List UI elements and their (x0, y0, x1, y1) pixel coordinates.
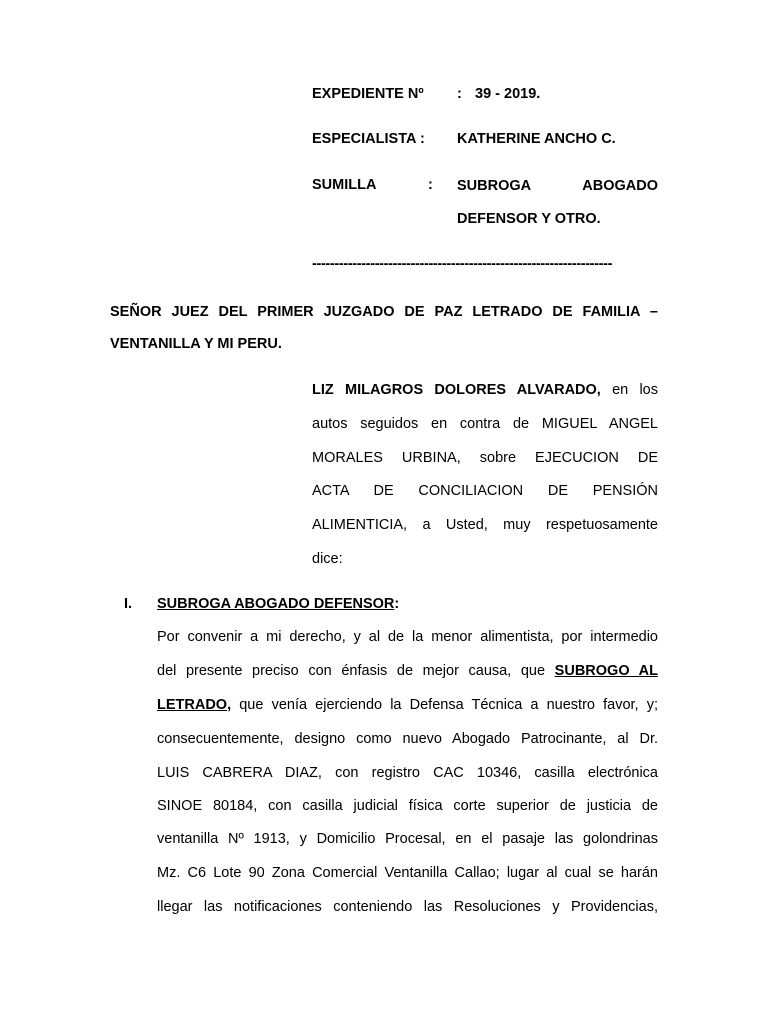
section-title-colon: : (394, 596, 400, 612)
section1-line7: ventanilla Nº 1913, y Domicilio Procesal, en el pasaje las golondrinas (157, 831, 658, 847)
sumilla-value-line1: SUBROGA ABOGADO (457, 178, 658, 194)
sumilla-value-line2: DEFENSOR Y OTRO. (457, 211, 601, 227)
addressee-line1: SEÑOR JUEZ DEL PRIMER JUZGADO DE PAZ LETRADO DE FAMILIA – (110, 304, 658, 320)
section-title-text: SUBROGA ABOGADO DEFENSOR (157, 596, 395, 612)
section1-line3 (157, 696, 658, 714)
expediente-value: 39 - 2019. (475, 86, 541, 102)
addressee-line2: VENTANILLA Y MI PERU. (110, 336, 282, 352)
section1-line1: Por convenir a mi derecho, y al de la menor alimentista, por intermedio (157, 629, 658, 645)
expediente-label: EXPEDIENTE Nº (312, 86, 424, 102)
intro-line1-rest: en los (600, 382, 658, 398)
section1-line2 (157, 662, 658, 680)
section1-line9: llegar las notificaciones conteniendo las Resoluciones y Providencias, (157, 899, 658, 915)
subrogo-emphasis: SUBROGO AL (554, 663, 658, 679)
sumilla-colon: : (428, 177, 433, 193)
intro-line4: ACTA DE CONCILIACION DE PENSIÓN (312, 483, 658, 499)
intro-line1 (312, 381, 658, 399)
section1-line5: LUIS CABRERA DIAZ, con registro CAC 10346, casilla electrónica (157, 765, 658, 781)
section1-line3-text: que venía ejerciendo la Defensa Técnica a nuestro favor, y; (231, 697, 658, 713)
especialista-value: KATHERINE ANCHO C. (457, 131, 616, 147)
separator-line: ------------------------------------------------------------------- (312, 256, 613, 272)
intro-line6: dice: (312, 551, 343, 567)
section1-line2-text: del presente preciso con énfasis de mejor causa, que (157, 663, 555, 679)
letrado-emphasis: LETRADO, (157, 697, 232, 713)
section-title (157, 596, 399, 612)
expediente-colon: : (457, 86, 462, 102)
section1-line8: Mz. C6 Lote 90 Zona Comercial Ventanilla Callao; lugar al cual se harán (157, 865, 658, 881)
intro-line5: ALIMENTICIA, a Usted, muy respetuosamente (312, 517, 658, 533)
especialista-label: ESPECIALISTA : (312, 131, 425, 147)
petitioner-name: LIZ MILAGROS DOLORES ALVARADO, (312, 382, 601, 398)
sumilla-label: SUMILLA (312, 177, 377, 193)
section-number: I. (124, 596, 133, 612)
section1-line6: SINOE 80184, con casilla judicial física corte superior de justicia de (157, 798, 658, 814)
section1-line4: consecuentemente, designo como nuevo Abogado Patrocinante, al Dr. (157, 731, 658, 747)
intro-line3: MORALES URBINA, sobre EJECUCION DE (312, 450, 658, 466)
intro-line2: autos seguidos en contra de MIGUEL ANGEL (312, 416, 658, 432)
